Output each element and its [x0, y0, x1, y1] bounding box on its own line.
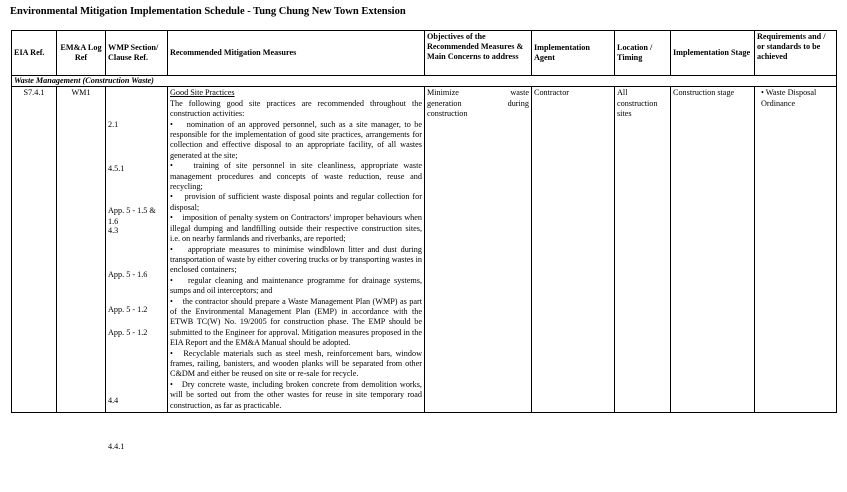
list-item: • appropriate measures to minimise windblown litter and dust during transportation of waste by either covering trucks or by transporting wastes in enclosed containers; — [170, 244, 422, 275]
header-wmp-section: WMP Section/ Clause Ref. — [106, 31, 168, 76]
list-item: • regular cleaning and maintenance programme for drainage systems, sumps and oil interceptors; and — [170, 275, 422, 296]
objectives-cell: Minimize waste generation during construction — [425, 87, 532, 413]
wmp-ref: 4.5.1 — [108, 164, 125, 174]
header-requirements: Requirements and / or standards to be achieved — [755, 31, 837, 76]
location-cell: All construction sites — [615, 87, 671, 413]
wmp-ref: App. 5 - 1.2 — [108, 305, 148, 315]
bullet-icon: • — [170, 275, 188, 285]
wmp-ref: App. 5 - 1.6 — [108, 270, 148, 280]
agent-cell: Contractor — [532, 87, 615, 413]
list-item: • Recyclable materials such as steel mesh, reinforcement bars, window frames, railing, banisters, and wooden planks will be separated from other C&DM and either be reused on site or re-sale for recycle. — [170, 348, 422, 379]
section-row — [12, 76, 837, 87]
list-item: • imposition of penalty system on Contractors’ improper behaviours when illegal dumping and landfilling outside their respective construction sites, i.e. on nearby farmlands and riverbanks, are reported; — [170, 213, 422, 244]
wmp-ref: 4.3 — [108, 226, 119, 236]
header-eia-ref: EIA Ref. — [12, 31, 57, 76]
bullet-icon: • — [170, 296, 183, 306]
bullet-icon: • — [170, 192, 185, 202]
header-recommended-measures: Recommended Mitigation Measures — [168, 31, 425, 76]
header-location: Location / Timing — [615, 31, 671, 76]
list-item: • Dry concrete waste, including broken concrete from demolition works, will be sorted out from the other wastes for reuse in site temporary road construction, as far as practicable. — [170, 379, 422, 410]
header-agent: Implementation Agent — [532, 31, 615, 76]
measures-cell — [168, 87, 425, 413]
list-item: • training of site personnel in site cleanliness, appropriate waste management procedures and concepts of waste reduction, reuse and recycling; — [170, 161, 422, 192]
list-item: • provision of sufficient waste disposal points and regular collection for disposal; — [170, 192, 422, 212]
bullet-icon: • — [170, 244, 188, 254]
wmp-ref: App. 5 - 1.5 & 1.6 — [108, 206, 156, 226]
section-label: Waste Management (Construction Waste) — [12, 76, 837, 87]
wmp-ref: 4.4.1 — [108, 442, 125, 452]
bullet-icon: • — [170, 379, 182, 389]
bullet-icon: • — [170, 119, 187, 129]
header-objectives: Objectives of the Recommended Measures & Main Concerns to address — [425, 31, 532, 76]
wmp-ref: 4.4 — [108, 396, 119, 406]
measures-intro: The following good site practices are recommended throughout the construction activities: — [170, 98, 422, 119]
table-row — [12, 87, 837, 413]
header-stage: Implementation Stage — [671, 31, 755, 76]
wmp-ref: App. 5 - 1.2 — [108, 328, 148, 338]
wmp-ref-cell — [106, 87, 168, 452]
stage-cell: Construction stage — [671, 87, 755, 413]
eia-ref-cell: S7.4.1 — [12, 87, 57, 413]
bullet-icon: • — [170, 348, 184, 358]
measures-heading: Good Site Practices — [170, 88, 235, 98]
wmp-ref: 2.1 — [108, 120, 119, 130]
header-ema-log-ref: EM&A Log Ref — [57, 31, 106, 76]
document-title: Environmental Mitigation Implementation Schedule - Tung Chung New Town Extension — [10, 6, 406, 17]
mitigation-schedule-table — [11, 30, 837, 452]
bullet-icon: • — [170, 213, 183, 223]
requirements-cell: • Waste Disposal Ordinance — [755, 87, 837, 413]
list-item: • the contractor should prepare a Waste Management Plan (WMP) as part of the Environmental Management Plan (EMP) in accordance with the ETWB TC(W) No. 19/2005 for construction phase. The EMP should be submitted to the Engineer for approval. Mitigation measures proposed in the EIA Report and the EM&A Manual should be adopted. — [170, 296, 422, 348]
header-row — [12, 31, 837, 76]
list-item: • nomination of an approved personnel, such as a site manager, to be responsible for the implementation of good site practices, arrangements for collection and effective disposal to an appropriate facility, of all wastes generated at the site; — [170, 119, 422, 160]
ema-log-ref-cell: WM1 — [57, 87, 106, 413]
bullet-icon: • — [170, 161, 194, 171]
